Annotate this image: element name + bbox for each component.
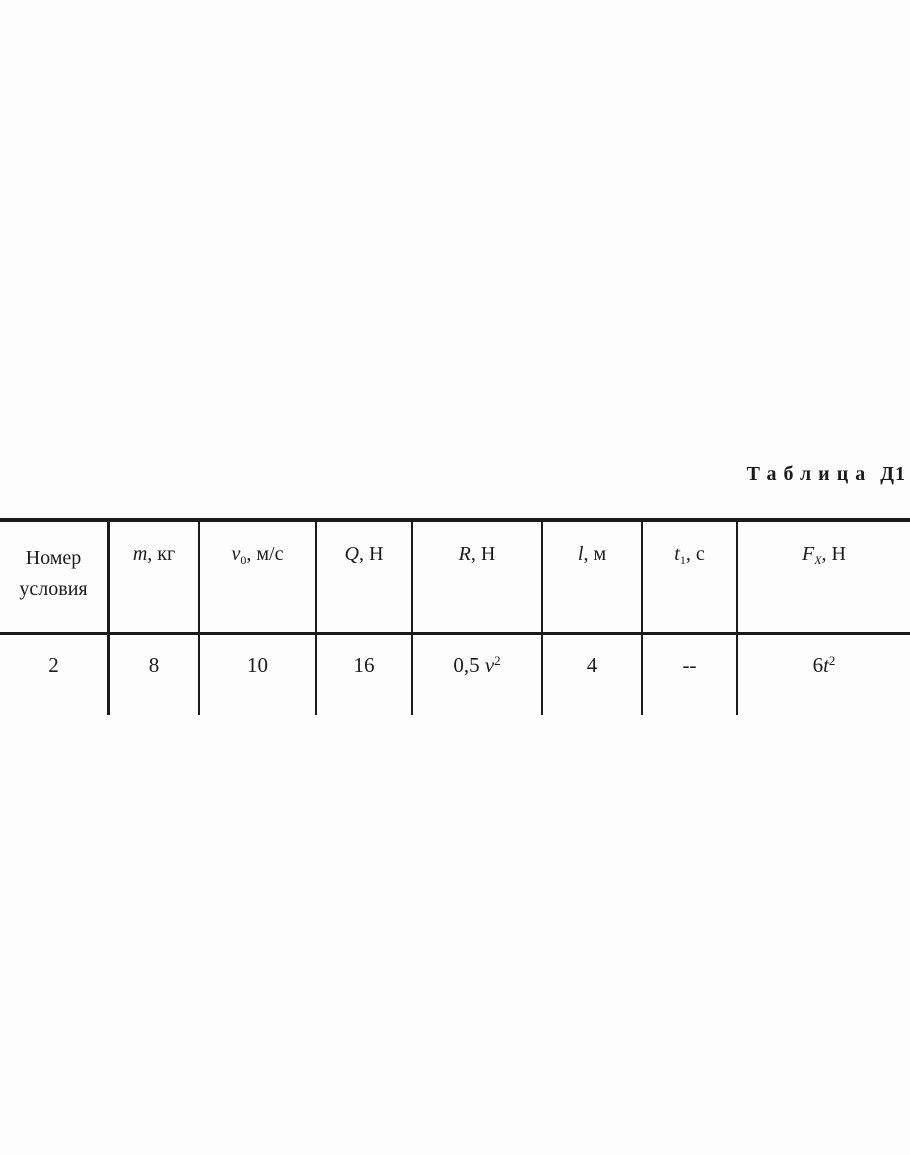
header-cell-v0 [200,522,317,632]
cell-value: 8 [148,653,160,677]
header-label: Q, Н [344,543,384,565]
data-cell-v0 [200,635,317,715]
data-cell-t1 [643,635,738,715]
header-label: $t_1$, с [674,543,705,567]
header-label-line2: условия [19,578,88,600]
header-label: $F_X$, Н [801,543,846,567]
data-cell-m [110,635,200,715]
cell-value: -- [682,653,697,677]
header-label: m, кг [132,543,176,565]
cell-value: 2 [48,653,59,677]
header-cell-fx [738,522,910,632]
header-cell-r [413,522,543,632]
cell-value: $6t^2$ [812,653,836,677]
header-label: l, м [577,543,607,565]
data-table [0,518,910,715]
table-title [0,463,906,486]
header-cell-m [110,522,200,632]
cell-value: 4 [586,653,598,677]
data-cell-q [317,635,413,715]
header-cell-q [317,522,413,632]
data-cell-l [543,635,643,715]
cell-value: 16 [353,653,375,677]
header-cell-nomer-usloviya [0,522,110,632]
table-data-row [0,635,910,715]
table-title-word: Таблица [746,463,873,485]
header-label-line1: Номер [25,547,82,569]
header-cell-t1 [643,522,738,632]
cell-value: 10 [247,653,268,677]
table-header-row [0,522,910,635]
data-cell-nomer [0,635,110,715]
header-label: $v_0$, м/с [231,543,284,567]
header-label [19,543,87,605]
data-cell-r [413,635,543,715]
cell-value: 0,5 $v^2$ [453,653,501,677]
table-title-number: Д1 [880,463,906,485]
header-label: R, Н [458,543,496,565]
data-cell-fx [738,635,910,715]
header-cell-l [543,522,643,632]
